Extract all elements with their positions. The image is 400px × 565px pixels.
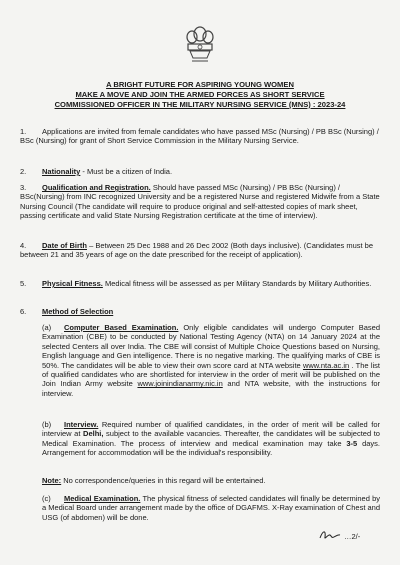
section-heading: Method of Selection xyxy=(42,307,114,316)
section-heading: Physical Fitness. xyxy=(42,279,103,288)
section-text: – Between 25 Dec 1988 and 26 Dec 2002 (Both days inclusive). (Candidates must be between 21 and 35 years of age on the date prescribed for the receipt of application). xyxy=(20,241,374,260)
section-5 xyxy=(20,279,380,288)
title-line-3: COMMISSIONED OFFICER IN THE MILITARY NURSING SERVICE (MNS) : 2023-24 xyxy=(54,100,346,109)
note xyxy=(20,476,380,485)
section-text: Applications are invited from female candidates who have passed MSc (Nursing) / PB BSc (Nursing) / BSc (Nursing) for grant of Short Service Commission in the Military Nursing Service. xyxy=(20,127,379,146)
section-heading: Medical Examination. xyxy=(64,494,141,503)
section-3 xyxy=(20,183,380,221)
section-number: 1. xyxy=(20,127,27,136)
section-2 xyxy=(20,167,380,176)
section-text: The physical fitness of selected candidates will finally be determined by a Medical Board under arrangement made by the office of DGAFMS. X-Ray examination of Chest and USG (of abdomen) will be done. xyxy=(42,494,380,522)
section-heading: Interview. xyxy=(64,420,99,429)
page-continuation: …2/- xyxy=(344,532,361,541)
section-text: and NTA website, with the instructions for interview. xyxy=(42,379,381,398)
section-number: 4. xyxy=(20,241,27,250)
section-text: - Must be a citizen of India. xyxy=(80,167,173,176)
section-text: . The list of qualified candidates who are shortlisted for interview in the order of merit will be published on the Join Indian Army website xyxy=(42,360,380,389)
section-number: 3. xyxy=(20,183,27,192)
section-text: days. Arrangement for accommodation will be the individual's responsibility. xyxy=(42,438,380,458)
section-heading: Date of Birth xyxy=(42,241,87,250)
note-text: No correspondence/queries in this regard will be entertained. xyxy=(61,476,266,485)
section-6c xyxy=(20,494,380,522)
section-text: Only eligible candidates will undergo Computer Based Examination (CBE) to be conducted by National Testing Agency (NTA) on 14 January 2024 at the selected Centers all over India. The CBE will consist of Multiple Choice Questions based on Nursing, English language and Gen intelligence. There is no negative marking. The qualifying marks of CBE is 50%. The candidates will be able to view their own score card at NTA website xyxy=(42,323,380,370)
section-number: (b) xyxy=(42,420,52,429)
section-heading: Computer Based Examination. xyxy=(64,323,179,332)
section-4 xyxy=(20,241,380,260)
section-number: 6. xyxy=(20,307,27,316)
section-number: (a) xyxy=(42,323,52,332)
section-text: subject to the available vacancies. Thereafter, the candidates will be subjected to Medical Examination. The process of interview and medical examination may take xyxy=(42,429,380,448)
section-heading: Qualification and Registration. xyxy=(42,183,151,192)
section-6a xyxy=(20,323,380,398)
section-number: 5. xyxy=(20,279,27,288)
section-number: 2. xyxy=(20,167,27,176)
title-line-2: MAKE A MOVE AND JOIN THE ARMED FORCES AS SHORT SERVICE xyxy=(75,90,325,99)
nta-website-link[interactable]: www.nta.ac.in xyxy=(302,360,350,370)
section-text: Should have passed MSc (Nursing) / PB BSc (Nursing) / BSc(Nursing) from INC recognized University and be a registered Nurse and registered Midwife from a State Nursing Council (The candidate will require to produce original and self-attested copies of mark sheet, passing certificate and valid State Nursing Registration certificate at the time of interview). xyxy=(20,183,380,221)
title-line-1: A BRIGHT FUTURE FOR ASPIRING YOUNG WOMEN xyxy=(106,80,294,89)
section-text: Required number of qualified candidates, in the order of merit will be called for interview at xyxy=(42,420,380,439)
interview-location: Delhi, xyxy=(83,429,104,439)
note-heading: Note: xyxy=(42,476,62,485)
section-6 xyxy=(20,307,380,316)
section-number: (c) xyxy=(42,494,51,503)
section-6b xyxy=(20,420,380,458)
section-text: Medical fitness will be assessed as per Military Standards by Military Authorities. xyxy=(102,279,372,288)
page-title xyxy=(14,80,386,110)
section-heading: Nationality xyxy=(42,167,81,176)
signature-icon xyxy=(318,528,342,542)
national-emblem-icon xyxy=(183,24,217,64)
section-1 xyxy=(20,127,380,146)
join-indian-army-link[interactable]: www.joinindianarmy.nic.in xyxy=(137,379,223,389)
process-duration: 3-5 xyxy=(346,438,358,448)
